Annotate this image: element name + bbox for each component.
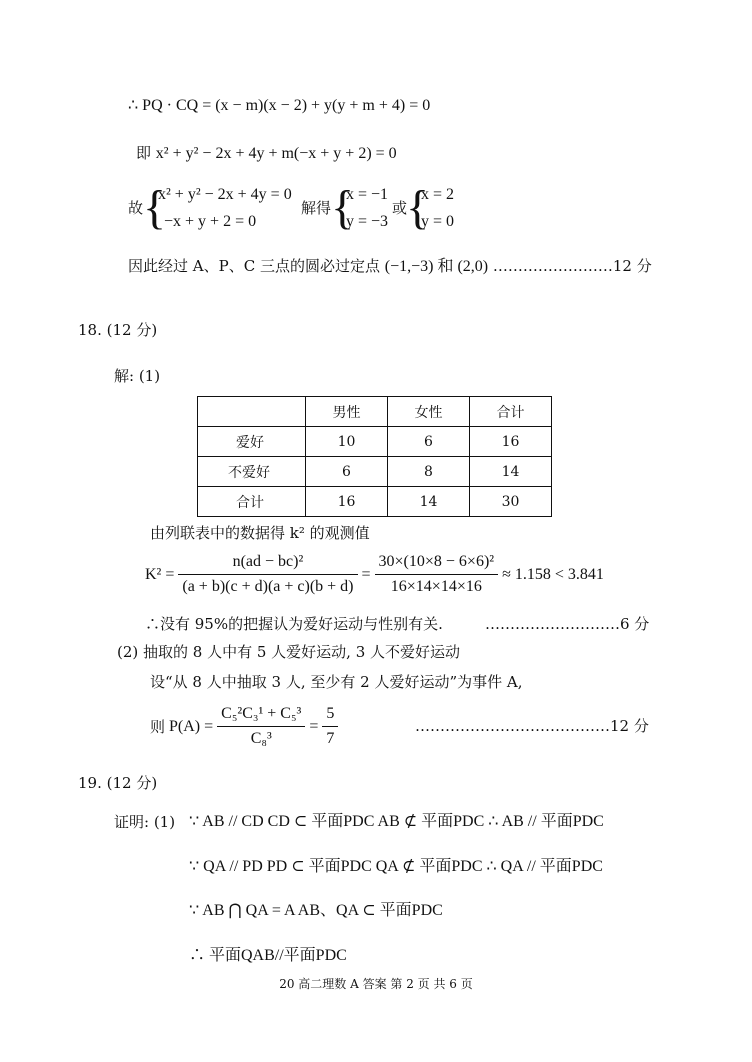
table-row: [198, 487, 552, 517]
part-1-label: 解: (1): [114, 367, 161, 385]
table-cell: 14: [470, 457, 552, 487]
k-squared-formula: K² = $\frac{\text{n(ad − bc)²}}{(a + b)(c + d)(a + c)(b + d)}$ = $\frac{\text{30×(10×8 − 6×6)²}}{16\times 14\times 14\times 16}$ ≈ 1.158 < 3.841: [145, 553, 604, 595]
table-row: [198, 457, 552, 487]
vector-dot-equation: ∴ PQ · CQ = (x − m)(x − 2) + y(y + m + 4) = 0: [128, 97, 431, 114]
table-cell: 8: [388, 457, 470, 487]
table-cell: 14: [388, 487, 470, 517]
page-footer: 20 高二理数 A 答案 第 2 页 共 6 页: [279, 977, 473, 991]
table-row: [198, 427, 552, 457]
table-cell: 女性: [388, 397, 470, 427]
system-eq-2: −x + y + 2 = 0: [164, 213, 257, 230]
left-brace-1: {: [143, 181, 167, 234]
table-cell: 16: [470, 427, 552, 457]
score-12: …………………………………12 分: [415, 717, 649, 735]
solve-label: 解得: [301, 199, 332, 217]
problem-18-header: 18. (12 分): [78, 321, 158, 339]
system-label: 故: [128, 199, 144, 217]
left-brace-2: {: [331, 181, 355, 234]
fixed-point-conclusion: 因此经过 A、P、C 三点的圆必过定点 (−1,−3) 和 (2,0) ……………………12 分: [128, 257, 652, 275]
table-cell: 合计: [198, 487, 306, 517]
table-cell: 合计: [470, 397, 552, 427]
table-cell: 6: [388, 427, 470, 457]
proof-line-1: ∵ AB // CD CD ⊂ 平面PDC AB ⊄ 平面PDC ∴ AB // 平面PDC: [189, 813, 604, 830]
part-2-line-1: (2) 抽取的 8 人中有 5 人爱好运动, 3 人不爱好运动: [117, 643, 461, 661]
or-label: 或: [392, 199, 408, 217]
solution-2-x: x = 2: [421, 186, 455, 203]
solution-2-y: y = 0: [421, 213, 455, 230]
table-cell: 30: [470, 487, 552, 517]
solution-1-y: y = −3: [346, 213, 389, 230]
left-brace-3: {: [406, 181, 430, 234]
part-2-line-2: 设“从 8 人中抽取 3 人, 至少有 2 人爱好运动”为事件 A,: [150, 673, 523, 691]
contingency-table: [197, 396, 552, 517]
system-eq-1: x² + y² − 2x + 4y = 0: [158, 186, 292, 203]
proof-line-3: ∵ AB ⋂ QA = A AB、QA ⊂ 平面PDC: [189, 902, 443, 919]
solution-1-x: x = −1: [346, 186, 389, 203]
observation-text: 由列联表中的数据得 k² 的观测值: [150, 524, 370, 542]
table-header-row: [198, 397, 552, 427]
probability-formula: 则 P(A) = $\frac{\text{C₅²C₃¹ + C₅³}}{\text{C₈³}}$ = $\frac{5}{7}$: [150, 704, 338, 749]
table-cell: 爱好: [198, 427, 306, 457]
part-1-conclusion: ∴没有 95%的把握认为爱好运动与性别有关.: [145, 615, 443, 633]
table-cell: 不爱好: [198, 457, 306, 487]
proof-line-4: ∴ 平面QAB//平面PDC: [189, 947, 347, 964]
expanded-equation: 即 x² + y² − 2x + 4y + m(−x + y + 2) = 0: [136, 144, 397, 162]
score-6: ………………………6 分: [485, 615, 650, 633]
problem-19-header: 19. (12 分): [78, 774, 158, 792]
proof-line-2: ∵ QA // PD PD ⊂ 平面PDC QA ⊄ 平面PDC ∴ QA // 平面PDC: [189, 858, 603, 875]
table-cell: 男性: [306, 397, 388, 427]
proof-label: 证明: (1): [114, 813, 176, 831]
table-cell: 6: [306, 457, 388, 487]
table-cell: [198, 397, 306, 427]
table-cell: 16: [306, 487, 388, 517]
table-cell: 10: [306, 427, 388, 457]
